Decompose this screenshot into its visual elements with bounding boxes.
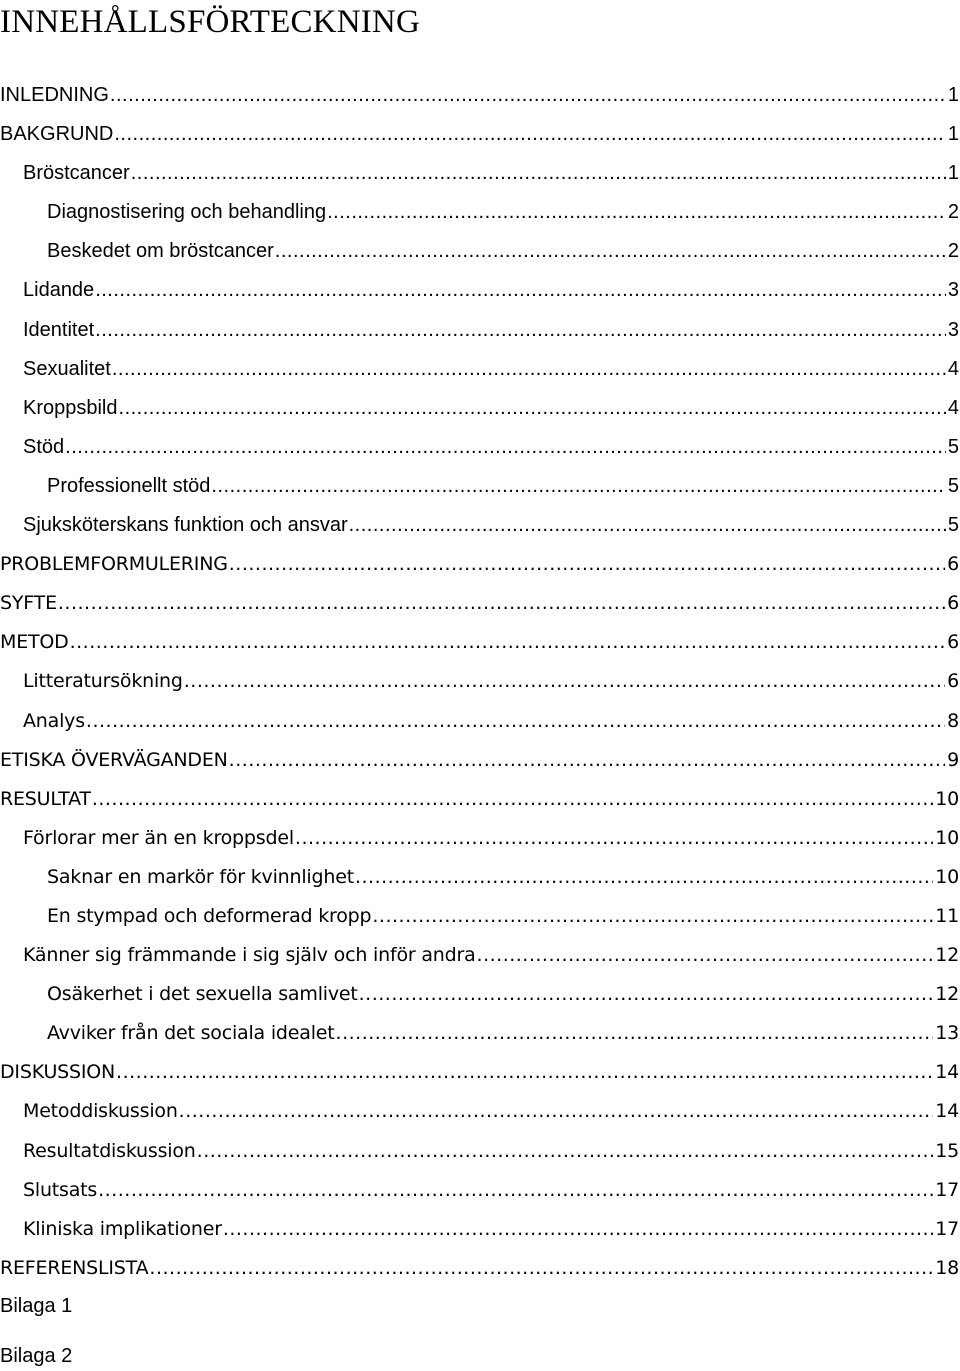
toc-entry-label: Metoddiskussion: [23, 1100, 178, 1123]
toc-entry-label: Professionellt stöd: [47, 474, 211, 497]
toc-entry-label: REFERENSLISTA: [0, 1256, 149, 1279]
toc-entry[interactable]: [0, 897, 960, 936]
toc-dot-leader: [184, 662, 945, 701]
toc-entry[interactable]: [0, 1053, 960, 1092]
toc-entry[interactable]: [0, 1171, 960, 1210]
toc-entry-page-number: 2: [947, 240, 959, 263]
toc-dot-leader: [211, 467, 945, 506]
toc-entry-label: Resultatdiskussion: [23, 1139, 196, 1162]
toc-entry-label: Lidande: [23, 279, 95, 302]
toc-dot-leader: [98, 1171, 933, 1210]
toc-entry-label: Identitet: [23, 318, 95, 341]
toc-entry-label: PROBLEMFORMULERING: [0, 553, 228, 576]
toc-dot-leader: [70, 623, 946, 662]
toc-entry[interactable]: [0, 506, 960, 545]
toc-entry[interactable]: [0, 819, 960, 858]
toc-entry[interactable]: [0, 350, 960, 389]
appendix-2-label: Bilaga 2: [0, 1345, 73, 1367]
toc-entry[interactable]: [0, 858, 960, 897]
toc-entry-page-number: 4: [947, 357, 959, 380]
toc-dot-leader: [327, 193, 946, 232]
toc-entry-label: En stympad och deformerad kropp: [47, 904, 372, 927]
toc-entry-page-number: 15: [935, 1139, 959, 1162]
toc-entry-page-number: 5: [947, 435, 959, 458]
toc-entry-page-number: 11: [935, 904, 959, 927]
toc-entry-page-number: 14: [935, 1061, 959, 1084]
toc-entry-label: ETISKA ÖVERVÄGANDEN: [0, 748, 228, 771]
toc-entry-page-number: 5: [947, 514, 959, 537]
toc-entry-page-number: 1: [947, 123, 959, 146]
toc-entry-page-number: 17: [935, 1178, 959, 1201]
toc-dot-leader: [114, 115, 946, 154]
toc-entry-label: Känner sig främmande i sig själv och inför andra: [23, 944, 476, 967]
toc-dot-leader: [149, 1249, 933, 1288]
toc-entry-label: Kliniska implikationer: [23, 1217, 222, 1240]
toc-entry[interactable]: [0, 702, 960, 741]
toc-dot-leader: [349, 506, 946, 545]
toc-dot-leader: [275, 232, 946, 271]
toc-dot-leader: [95, 271, 946, 310]
toc-dot-leader: [92, 780, 933, 819]
toc-entry[interactable]: [0, 545, 960, 584]
toc-entry-label: INLEDNING: [0, 84, 109, 106]
toc-dot-leader: [197, 1132, 934, 1171]
toc-dot-leader: [355, 858, 933, 897]
toc-entry-page-number: 12: [935, 944, 959, 967]
toc-dot-leader: [295, 819, 933, 858]
toc-entry-label: Slutsats: [23, 1178, 98, 1201]
toc-entry-label: Sjuksköterskans funktion och ansvar: [23, 514, 348, 537]
toc-entry[interactable]: [0, 115, 960, 154]
toc-dot-leader: [112, 350, 946, 389]
toc-dot-leader: [110, 76, 946, 115]
toc-entry-page-number: 10: [935, 865, 959, 888]
toc-entry-label: DISKUSSION: [0, 1061, 116, 1084]
toc-entry[interactable]: [0, 232, 960, 271]
toc-dot-leader: [372, 897, 933, 936]
toc-dot-leader: [119, 389, 946, 428]
toc-entry[interactable]: [0, 311, 960, 350]
toc-entry-label: Förlorar mer än en kroppsdel: [23, 826, 294, 849]
toc-entry[interactable]: [0, 271, 960, 310]
toc-entry-page-number: 6: [947, 592, 959, 615]
toc-dot-leader: [229, 741, 945, 780]
toc-entry-label: Osäkerhet i det sexuella samlivet: [47, 983, 358, 1006]
toc-dot-leader: [95, 311, 946, 350]
toc-entry[interactable]: [0, 662, 960, 701]
toc-entry-page-number: 9: [947, 748, 959, 771]
toc-entry-label: Analys: [23, 709, 85, 732]
toc-dot-leader: [65, 428, 946, 467]
toc-entry-page-number: 14: [935, 1100, 959, 1123]
toc-dot-leader: [477, 936, 934, 975]
toc-entry-label: Bröstcancer: [23, 162, 130, 185]
toc-entry[interactable]: [0, 936, 960, 975]
toc-entry-page-number: 3: [947, 279, 959, 302]
toc-entry[interactable]: [0, 389, 960, 428]
toc-entry-label: Sexualitet: [23, 357, 111, 380]
toc-entry-page-number: 18: [935, 1256, 959, 1279]
toc-entry[interactable]: [0, 1132, 960, 1171]
toc-dot-leader: [86, 702, 945, 741]
toc-entry-page-number: 10: [935, 787, 959, 810]
toc-dot-leader: [179, 1092, 934, 1131]
toc-entry-label: BAKGRUND: [0, 123, 114, 146]
toc-entry[interactable]: [0, 154, 960, 193]
toc-entry[interactable]: [0, 975, 960, 1014]
toc-entry-page-number: 6: [947, 553, 959, 576]
toc-dot-leader: [58, 584, 945, 623]
toc-entry-page-number: 6: [947, 670, 959, 693]
appendix-1-label: Bilaga 1: [0, 1295, 73, 1317]
toc-entry[interactable]: [0, 76, 960, 115]
toc-entry[interactable]: [0, 741, 960, 780]
toc-entry[interactable]: [0, 1014, 960, 1053]
toc-entry[interactable]: [0, 623, 960, 662]
toc-dot-leader: [359, 975, 934, 1014]
page-title: INNEHÅLLSFÖRTECKNING: [0, 4, 420, 40]
toc-entry[interactable]: [0, 780, 960, 819]
toc-entry[interactable]: [0, 193, 960, 232]
toc-dot-leader: [336, 1014, 934, 1053]
toc-entry-label: Stöd: [23, 435, 65, 458]
toc-entry-page-number: 8: [947, 709, 959, 732]
toc-entry-label: Beskedet om bröstcancer: [47, 240, 274, 263]
toc-entry-page-number: 1: [947, 84, 959, 106]
toc-entry-page-number: 17: [935, 1217, 959, 1240]
toc-dot-leader: [229, 545, 945, 584]
toc-entry-page-number: 5: [947, 474, 959, 497]
toc-entry-label: SYFTE: [0, 592, 57, 615]
table-of-contents: [0, 76, 960, 1288]
toc-dot-leader: [116, 1053, 933, 1092]
toc-entry-page-number: 13: [935, 1022, 959, 1045]
toc-entry-page-number: 3: [947, 318, 959, 341]
toc-dot-leader: [131, 154, 946, 193]
toc-entry-page-number: 1: [947, 162, 959, 185]
toc-entry[interactable]: [0, 1210, 960, 1249]
toc-entry-label: Avviker från det sociala idealet: [47, 1022, 335, 1045]
toc-entry-page-number: 10: [935, 826, 959, 849]
toc-entry[interactable]: [0, 467, 960, 506]
toc-entry[interactable]: [0, 1249, 960, 1288]
toc-entry-label: Litteratursökning: [23, 670, 183, 693]
toc-entry-page-number: 6: [947, 631, 959, 654]
toc-entry-label: METOD: [0, 631, 69, 654]
toc-entry-label: Diagnostisering och behandling: [47, 201, 327, 224]
toc-dot-leader: [223, 1210, 933, 1249]
toc-entry-label: Kroppsbild: [23, 396, 118, 419]
toc-entry[interactable]: [0, 1092, 960, 1131]
toc-entry[interactable]: [0, 428, 960, 467]
toc-entry-page-number: 2: [947, 201, 959, 224]
toc-entry-page-number: 4: [947, 396, 959, 419]
toc-entry[interactable]: [0, 584, 960, 623]
toc-entry-page-number: 12: [935, 983, 959, 1006]
toc-entry-label: Saknar en markör för kvinnlighet: [47, 865, 354, 888]
toc-entry-label: RESULTAT: [0, 787, 91, 810]
